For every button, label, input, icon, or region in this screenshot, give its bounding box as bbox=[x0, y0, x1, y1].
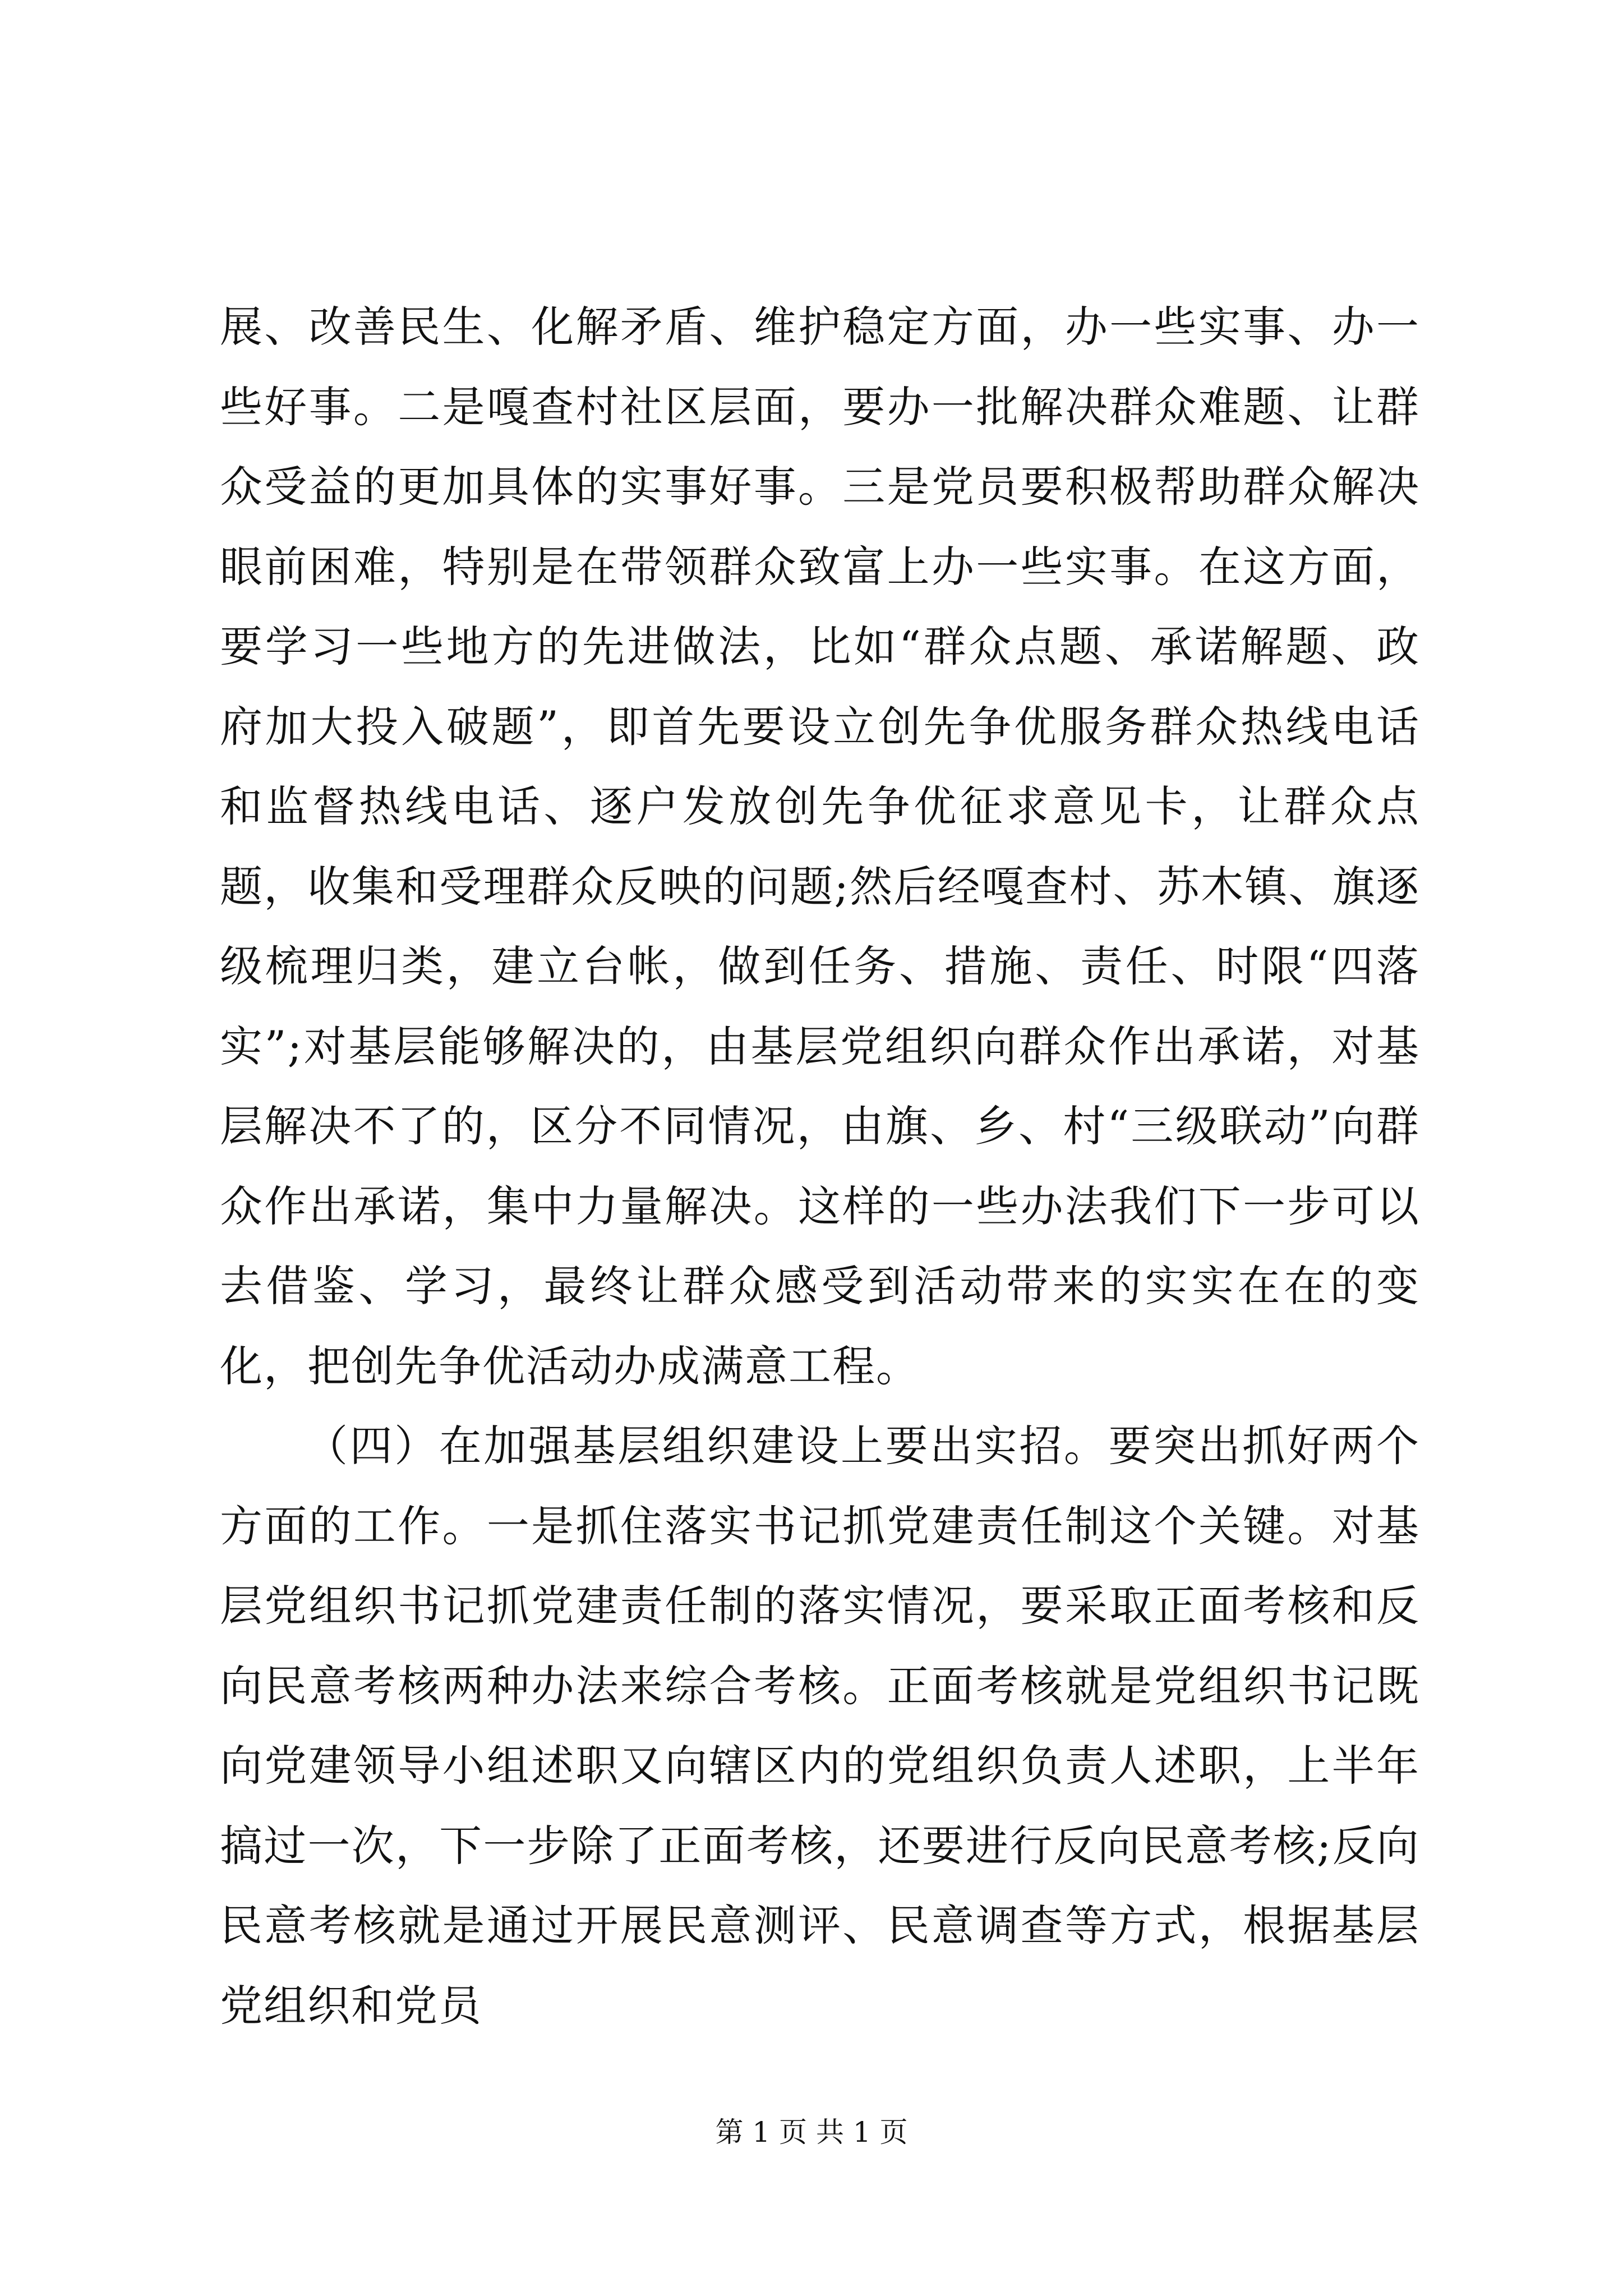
body-text bbox=[220, 287, 1420, 2046]
page-footer: 第 1 页 共 1 页 bbox=[715, 2116, 908, 2148]
paragraph-section-four: （四）在加强基层组织建设上要出实招。要突出抓好两个方面的工作。一是抓住落实书记抓党建责任制这个关键。对基层党组织书记抓党建责任制的落实情况，要采取正面考核和反向民意考核两种办法来综合考核。正面考核就是党组织书记既向党建领导小组述职又向辖区内的党组织负责人述职，上半年搞过一次，下一步除了正面考核，还要进行反向民意考核;反向民意考核就是通过开展民意测评、民意调查等方式，根据基层党组织和党员 bbox=[220, 1421, 1420, 2031]
paragraph-continuation: 展、改善民生、化解矛盾、维护稳定方面，办一些实事、办一些好事。二是嘎查村社区层面，要办一批解决群众难题、让群众受益的更加具体的实事好事。三是党员要积极帮助群众解决眼前困难，特别是在带领群众致富上办一些实事。在这方面，要学习一些地方的先进做法，比如“群众点题、承诺解题、政府加大投入破题”，即首先要设立创先争优服务群众热线电话和监督热线电话、逐户发放创先争优征求意见卡，让群众点题，收集和受理群众反映的问题;然后经嘎查村、苏木镇、旗逐级梳理归类，建立台帐，做到任务、措施、责任、时限“四落实”;对基层能够解决的，由基层党组织向群众作出承诺，对基层解决不了的，区分不同情况，由旗、乡、村“三级联动”向群众作出承诺，集中力量解决。这样的一些办法我们下一步可以去借鉴、学习，最终让群众感受到活动带来的实实在在的变化，把创先争优活动办成满意工程。 bbox=[220, 302, 1420, 1391]
